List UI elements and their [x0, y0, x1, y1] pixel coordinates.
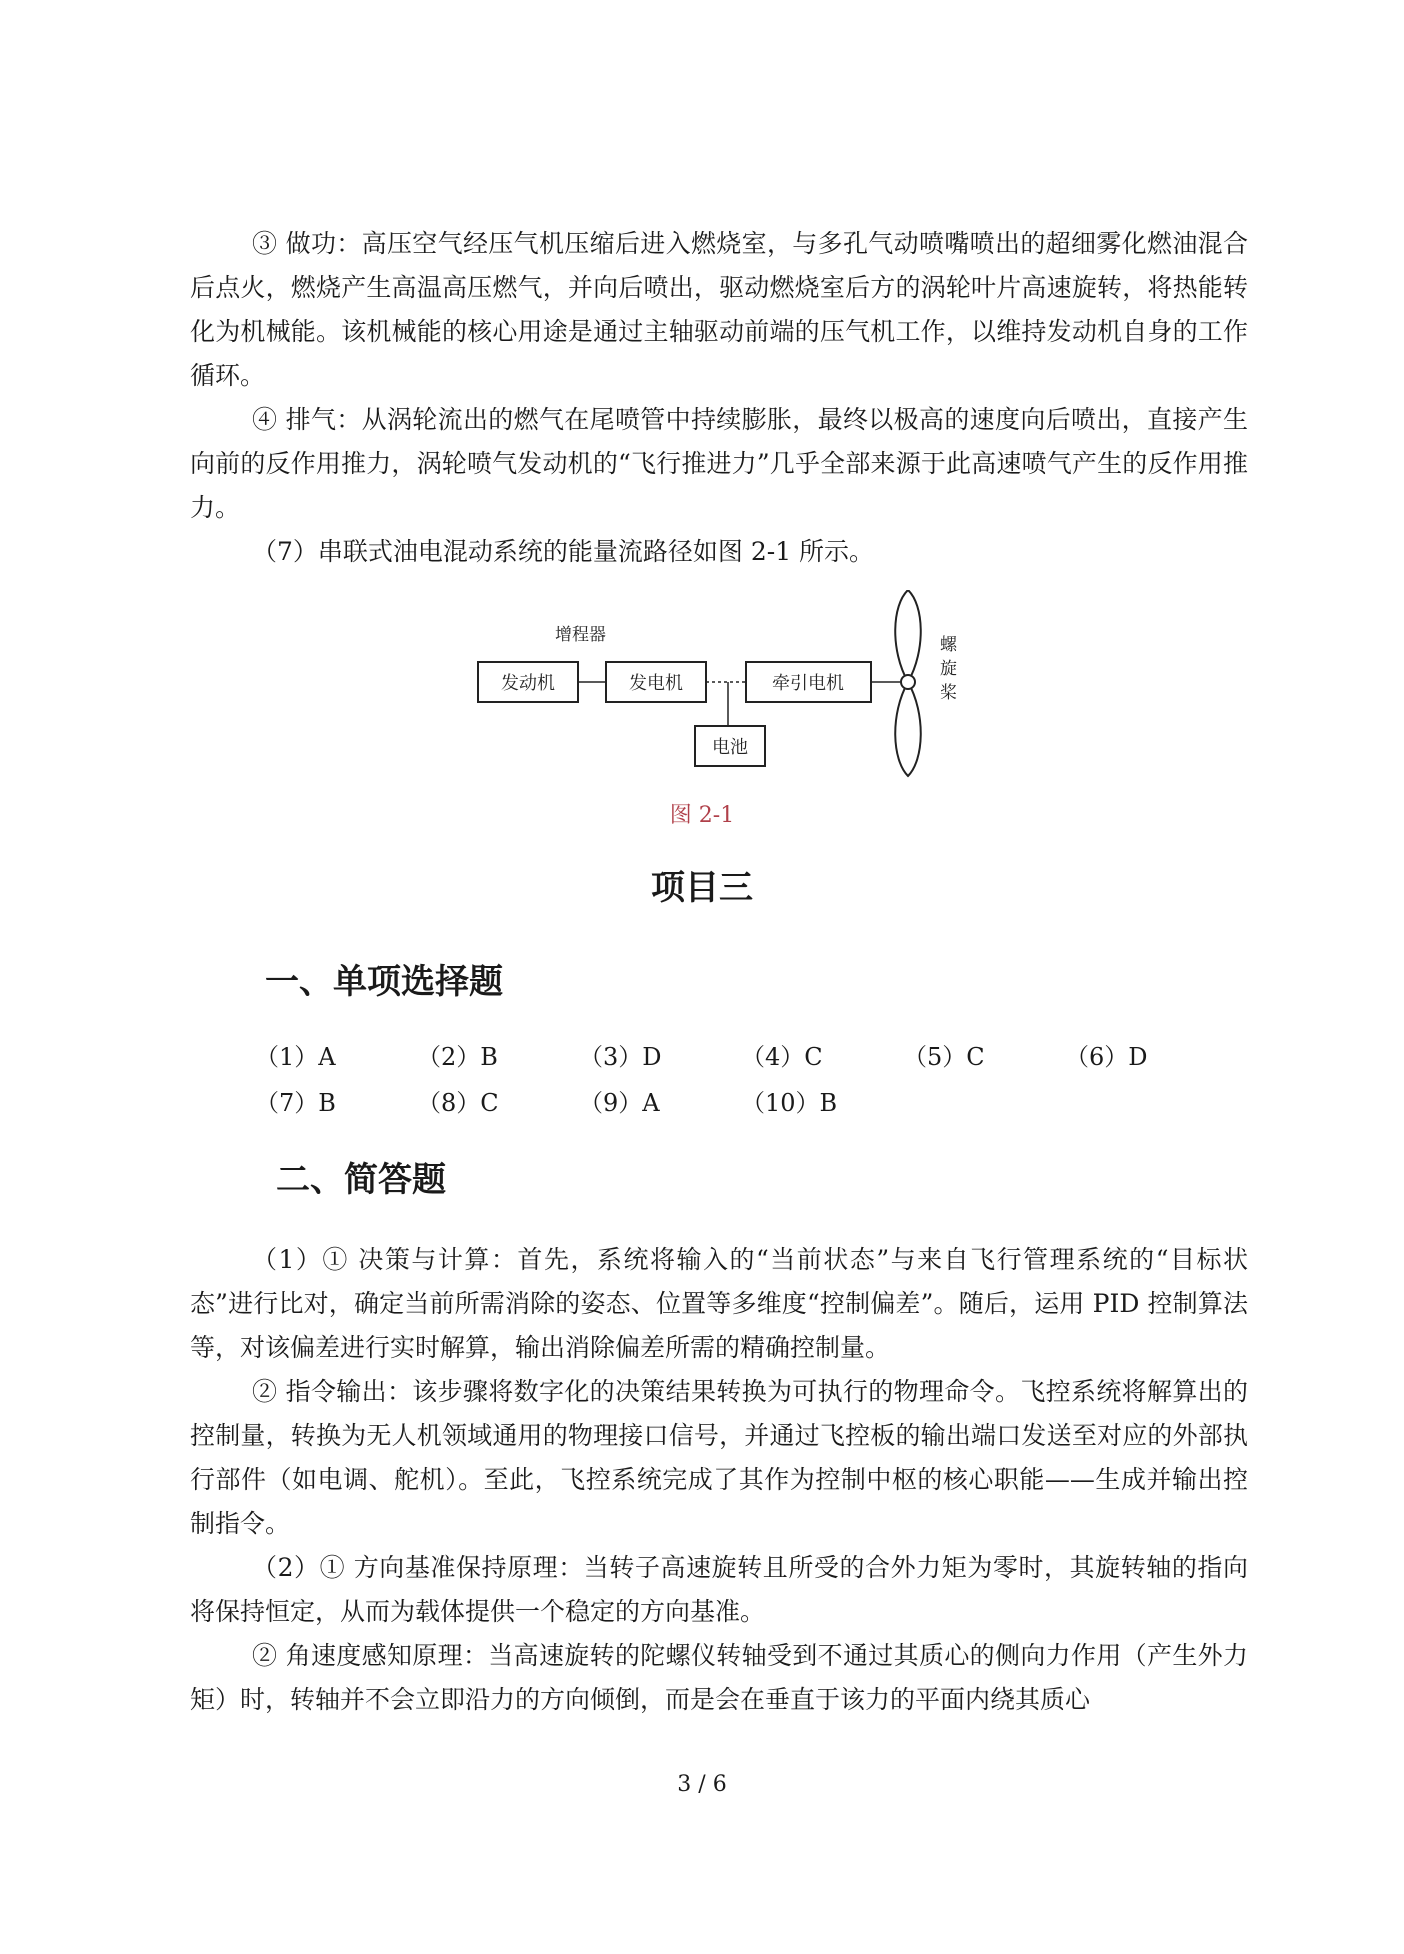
- paragraph-exhaust-stage: ④ 排气：从涡轮流出的燃气在尾喷管中持续膨胀，最终以极高的速度向后喷出，直接产生向前的反作用推力，涡轮喷气发动机的“飞行推进力”几乎全部来源于此高速喷气产生的反作用推力。: [190, 405, 1248, 522]
- battery-label: 电池: [712, 737, 748, 758]
- propeller-icon: [895, 590, 921, 776]
- project-title: 项目三: [651, 868, 753, 908]
- answer-item: （10）B: [741, 1089, 838, 1117]
- series-hybrid-diagram: [470, 590, 990, 790]
- engine-label: 发动机: [501, 673, 555, 694]
- answer-q1-part2: ② 指令输出：该步骤将数字化的决策结果转换为可执行的物理命令。飞控系统将解算出的控制量，转换为无人机领域通用的物理接口信号，并通过飞控板的输出端口发送至对应的外部执行部件（如电调、舵机）。至此，飞控系统完成了其作为控制中枢的核心职能——生成并输出控制指令。: [190, 1377, 1248, 1538]
- traction-motor-label: 牵引电机: [772, 673, 844, 694]
- answer-row: [255, 1034, 1255, 1080]
- paragraph-figure-reference: （7）串联式油电混动系统的能量流路径如图 2-1 所示。: [252, 537, 875, 566]
- answer-item: （1）A: [255, 1043, 336, 1071]
- answer-item: （4）C: [741, 1043, 823, 1071]
- propeller-label-char-1: 螺: [940, 635, 957, 655]
- answer-item: （7）B: [255, 1089, 336, 1117]
- answer-item: （9）A: [579, 1089, 660, 1117]
- answer-item: （3）D: [579, 1043, 662, 1071]
- figure-caption: 图 2-1: [669, 803, 735, 828]
- answer-item: （8）C: [417, 1089, 499, 1117]
- paragraph-work-stage: ③ 做功：高压空气经压气机压缩后进入燃烧室，与多孔气动喷嘴喷出的超细雾化燃油混合后点火，燃烧产生高温高压燃气，并向后喷出，驱动燃烧室后方的涡轮叶片高速旋转，将热能转化为机械能。该机械能的核心用途是通过主轴驱动前端的压气机工作，以维持发动机自身的工作循环。: [190, 229, 1248, 390]
- section-title-single-choice: 一、单项选择题: [265, 962, 503, 1002]
- page-number: 3 / 6: [677, 1772, 727, 1797]
- answer-item: （2）B: [417, 1043, 498, 1071]
- answer-item: （5）C: [903, 1043, 985, 1071]
- propeller-label-char-2: 旋: [940, 659, 957, 679]
- answer-q2-part2: ② 角速度感知原理：当高速旋转的陀螺仪转轴受到不通过其质心的侧向力作用（产生外力矩）时，转轴并不会立即沿力的方向倾倒，而是会在垂直于该力的平面内绕其质心: [190, 1641, 1248, 1714]
- answer-q2-part1: （2）① 方向基准保持原理：当转子高速旋转且所受的合外力矩为零时，其旋转轴的指向将保持恒定，从而为载体提供一个稳定的方向基准。: [190, 1553, 1248, 1626]
- answer-item: （6）D: [1065, 1043, 1148, 1071]
- answer-q1-part1: （1）① 决策与计算：首先，系统将输入的“当前状态”与来自飞行管理系统的“目标状态”进行比对，确定当前所需消除的姿态、位置等多维度“控制偏差”。随后，运用 PID 控制算法等，对该偏差进行实时解算，输出消除偏差所需的精确控制量。: [190, 1245, 1248, 1362]
- range-extender-label: 增程器: [555, 625, 606, 645]
- generator-label: 发电机: [629, 673, 683, 694]
- answer-row: [255, 1080, 1255, 1126]
- answer-grid: [255, 1034, 1255, 1126]
- propeller-label-char-3: 桨: [940, 683, 957, 703]
- section-title-short-answer: 二、简答题: [276, 1160, 446, 1200]
